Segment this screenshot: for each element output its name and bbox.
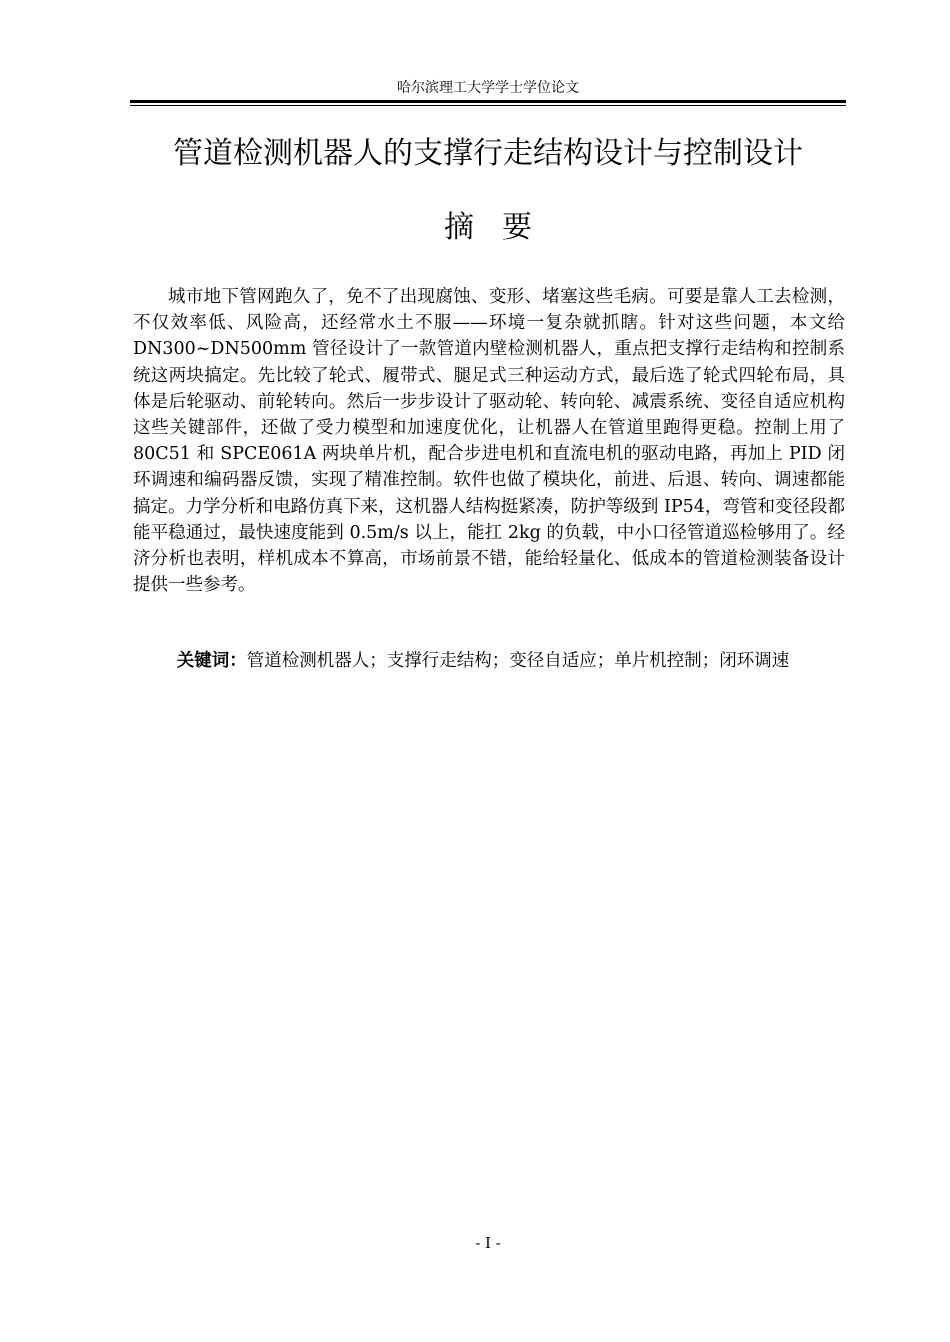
page-number: - I -: [475, 1234, 501, 1252]
keywords-list: 管道检测机器人；支撑行走结构；变径自适应；单片机控制；闭环调速: [246, 651, 790, 671]
abstract-heading: 摘要: [444, 210, 560, 245]
abstract-body: 城市地下管网跑久了，免不了出现腐蚀、变形、堵塞这些毛病。可要是靠人工去检测，不仅效率低、风险高，还经常水土不服——环境一复杂就抓瞎。针对这些问题，本文给 DN300~DN500mm 管径设计了一款管道内壁检测机器人，重点把支撑行走结构和控制系统这两块搞定。先比较了轮式、履带式、腿足式三种运动方式，最后选了轮式四轮布局，具体是后轮驱动、前轮转向。然后一步步设计了驱动轮、转向轮、减震系统、变径自适应机构这些关键部件，还做了受力模型和加速度优化，让机器人在管道里跑得更稳。控制上用了 80C51 和 SPCE061A 两块单片机，配合步进电机和直流电机的驱动电路，再加上 PID 闭环调速和编码器反馈，实现了精准控制。软件也做了模块化，前进、后退、转向、调速都能搞定。力学分析和电路仿真下来，这机器人结构挺紧凑，防护等级到 IP54，弯管和变径段都能平稳通过，最快速度能到 0.5m/s 以上，能扛 2kg 的负载，中小口径管道巡检够用了。经济分析也表明，样机成本不算高，市场前景不错，能给轻量化、低成本的管道检测装备设计提供一些参考。: [133, 287, 845, 596]
running-header: 哈尔滨理工大学学士学位论文: [397, 80, 579, 96]
header-rule-thin: [130, 105, 846, 106]
header-rule: [130, 100, 846, 103]
keywords-paragraph: [133, 648, 858, 674]
thesis-title: 管道检测机器人的支撑行走结构设计与控制设计: [173, 136, 803, 171]
keywords-label: 关键词：: [176, 651, 247, 671]
